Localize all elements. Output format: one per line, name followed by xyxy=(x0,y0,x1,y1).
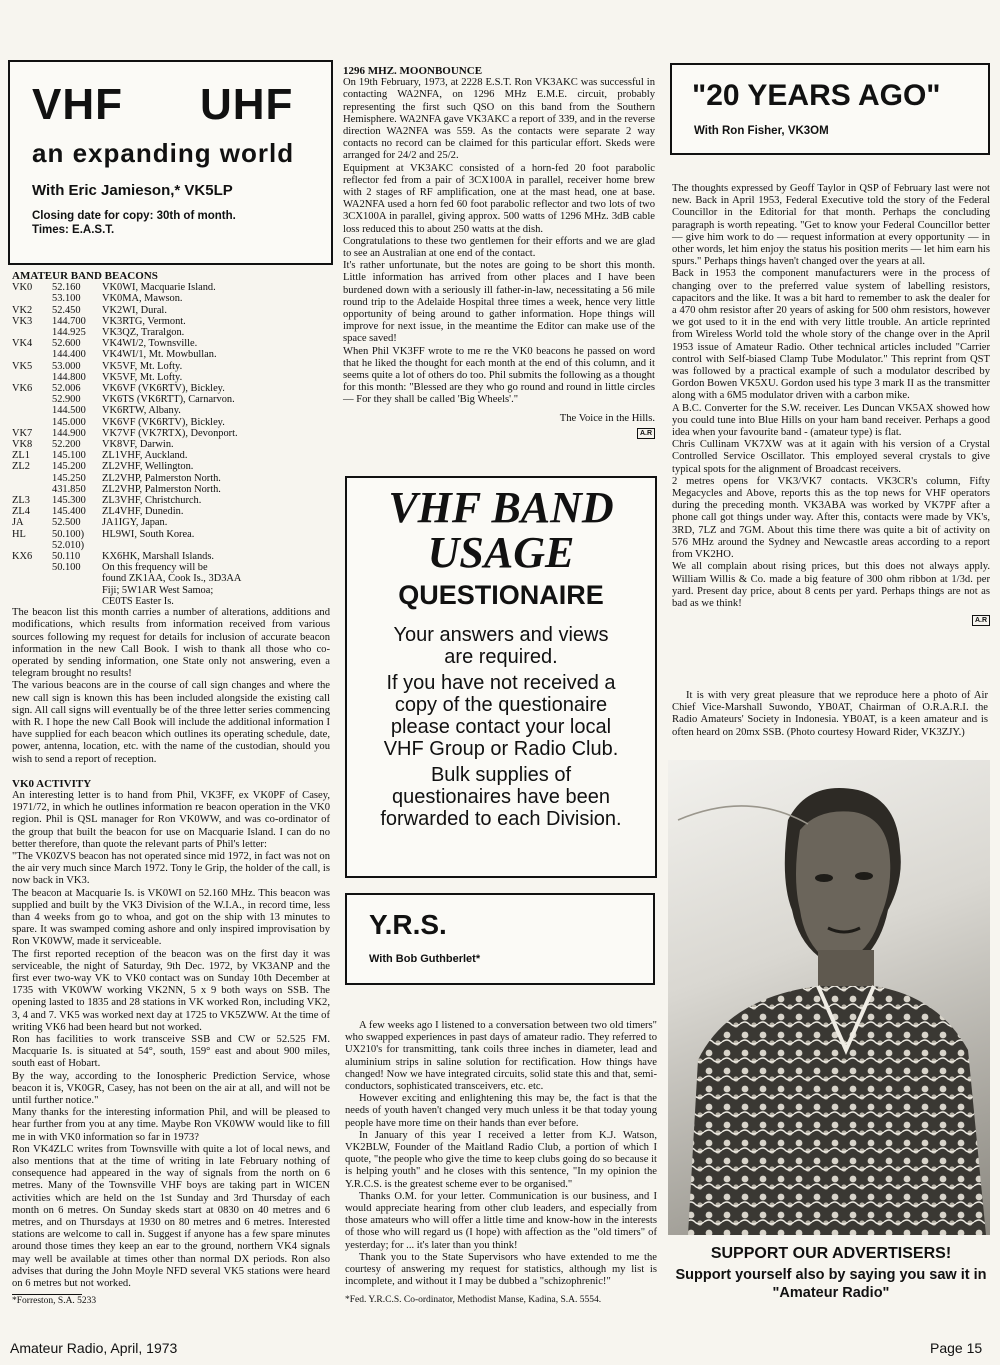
moonbounce-paragraph: It's rather unfortunate, but the notes are going to be short this month. Little information has arrived from other places and I have been burdened down with a seriously ill father-in-law, necessitating a 56 mile round trip to the Adelaide Hospital three times a week, hence very little opportunity of being around to gather information. Hope things will improve for next issue, in the meantime the Editor can make use of the space saved! xyxy=(343,260,655,345)
beacons-para-1: The beacon list this month carries a number of alterations, additions and modifications, which results from information received from various sources following my request for details for inclusion of accurate beacon information in the new Call Book. I wish to thank all those who co-operated by sending information, one State only not answering, even a telegram brought no results! xyxy=(12,607,330,680)
beacon-frequency: 50.100) xyxy=(52,528,85,540)
uhf-title: UHF xyxy=(200,80,294,129)
beacon-frequency xyxy=(52,573,102,584)
moonbounce-paragraph: Congratulations to these two gentlemen for their efforts and we are glad to see an Australian at one end of the contact. xyxy=(343,235,655,260)
beacon-district: HL xyxy=(12,528,26,540)
beacon-frequency: 144.900 xyxy=(52,427,86,439)
beacon-row xyxy=(12,473,241,484)
beacon-row xyxy=(12,540,241,551)
beacon-row xyxy=(12,372,241,383)
twenty-years-title: "20 YEARS AGO" xyxy=(692,79,941,112)
vk0-paragraph: Ron VK4ZLC writes from Townsville with quite a lot of local news, and also mentions that at the time of writing in late February nothing of consequence had appeared in the way of signals from the north on 6 metres. Many of the Townsville VHF boys are taking part in WICEN activities which are held on the 1st Sunday and 3rd Thursday of each month on 6 metres. On Sunday skeds start at 0830 on 40 metres and 6 metres, and on Thursdays at 1930 on 80 metres and 6 metres. Interested stations are welcome to call in. Suggest if anyone has a few spare minutes around those times they keep an ear to the ground, northern VK4 signals may well be available at times other than normal DX periods. Ron also advises that during the John Moyle NFD several VK5 stations were heard on 6 metres but not worked. xyxy=(12,1143,330,1290)
beacon-station: VK8VF, Darwin. xyxy=(102,439,174,451)
beacon-district xyxy=(12,585,52,596)
beacon-frequency: 145.300 xyxy=(52,495,86,507)
footer-publication: Amateur Radio, April, 1973 xyxy=(10,1340,178,1356)
beacon-district xyxy=(12,293,52,304)
beacon-district: VK3 xyxy=(12,315,33,327)
beacon-district xyxy=(12,473,52,484)
beacon-frequency: 53.000 xyxy=(52,360,81,372)
beacon-station: VK0WI, Macquarie Island. xyxy=(102,282,216,294)
photo-caption: It is with very great pleasure that we reproduce here a photo of Air Chief Vice-Marshall Suwondo, YB0AT, Chairman of O.R.A.R.I. the Radio Amateurs' Society in Indonesia. YB0AT, is a keen amateur and is often heard on 20mx SSB. (Photo courtesy Howard Rider, VK3ZJY.) xyxy=(672,690,988,738)
beacon-district xyxy=(12,349,52,360)
beacon-station: ZL1VHF, Auckland. xyxy=(102,450,188,462)
beacon-frequency xyxy=(52,596,102,607)
beacon-row xyxy=(12,316,241,327)
beacon-station: VK5VF, Mt. Lofty. xyxy=(102,360,183,372)
twenty-years-section xyxy=(672,183,990,626)
beacon-district: VK8 xyxy=(12,439,33,451)
beacon-row xyxy=(12,495,241,506)
beacon-district xyxy=(12,394,52,405)
beacon-station xyxy=(102,540,241,551)
beacon-row xyxy=(12,282,241,293)
beacon-frequency: 50.100 xyxy=(52,562,81,574)
beacon-row xyxy=(12,450,241,461)
beacon-row xyxy=(12,383,241,394)
beacon-row xyxy=(12,428,241,439)
yrs-title: Y.R.S. xyxy=(369,909,447,940)
beacon-station: VK4WI/2, Townsville. xyxy=(102,338,198,350)
usage-body-1: Your answers and views are required. xyxy=(393,624,609,668)
beacon-district xyxy=(12,405,52,416)
usage-line-2: USAGE xyxy=(427,528,575,577)
beacon-row xyxy=(12,349,241,360)
portrait-photo xyxy=(668,760,990,1235)
beacon-row xyxy=(12,596,241,607)
vhf-band-usage-box xyxy=(345,476,657,878)
beacon-station: found ZK1AA, Cook Is., 3D3AA xyxy=(102,573,242,585)
beacon-row xyxy=(12,439,241,450)
yrs-paragraph: Thank you to the State Supervisors who have extended to me the courtesy of answering my request for statistics, although my list is incomplete, and without it I may be dubbed a "schizophrenic!" xyxy=(345,1251,657,1288)
yrs-paragraph: Thanks O.M. for your letter. Communication is our business, and I would appreciate hearing from other club leaders, and especially from those amateurs who will offer a little time and know-how in the interests of those who will regard us (I hope) with affection as the "old timers" of yesterday; for ... it's later than you think! xyxy=(345,1190,657,1251)
beacons-para-2: The various beacons are in the course of call sign changes and where the new call sign is known this has been included alongside the existing call sign. All call signs will eventually be of the three letter series commencing with R. I hope the new Call Book will include the additional information I have supplied for each beacon which outlines its operating schedule, date, power, antenna, location, etc. with the name of the custodian, should you wish to send a report of reception. xyxy=(12,680,330,765)
beacon-frequency: 144.800 xyxy=(52,371,86,383)
beacon-row xyxy=(12,327,241,338)
beacon-station: ZL3VHF, Christchurch. xyxy=(102,495,202,507)
advertisers-heading: SUPPORT OUR ADVERTISERS! xyxy=(710,1245,952,1262)
beacon-station: VK3RTG, Vermont. xyxy=(102,315,186,327)
vk0-heading: VK0 ACTIVITY xyxy=(12,777,92,790)
beacon-district: VK7 xyxy=(12,427,33,439)
left-column xyxy=(12,270,330,1307)
beacon-district: JA xyxy=(12,517,24,529)
beacon-frequency: 52.600 xyxy=(52,338,81,350)
yrs-footnote: *Fed. Y.R.C.S. Co-ordinator, Methodist Manse, Kadina, S.A. 5554. xyxy=(345,1295,602,1306)
beacon-district: ZL3 xyxy=(12,495,30,507)
beacon-frequency: 52.450 xyxy=(52,304,81,316)
beacon-station: VK6VF (VK6RTV), Bickley. xyxy=(102,416,225,428)
beacon-district: VK5 xyxy=(12,360,33,372)
beacon-district xyxy=(12,562,52,573)
usage-body-3: Bulk supplies of questionaires have been forwarded to each Division. xyxy=(380,764,622,830)
vk0-paragraph: "The VK0ZVS beacon has not operated since mid 1972, in fact was not on the air very much since March 1972. Tony le Grip, the holder of the call, is now back in VK3. xyxy=(12,850,330,887)
beacon-frequency: 144.700 xyxy=(52,315,86,327)
vk0-footnote: *Forreston, S.A. 5233 xyxy=(12,1296,97,1307)
moonbounce-paragraph: When Phil VK3FF wrote to me re the VK0 beacons he passed on word that he liked the thought for each month at the end of this column, and it seems quite a lot of others do too. Phil submits the following as a thought for this month: "Blessed are they who go round and round in little circles — For they shall be called 'Big Wheels'." xyxy=(343,345,655,406)
beacon-row xyxy=(12,506,241,517)
vk0-paragraph: An interesting letter is to hand from Phil, VK3FF, ex VK0PF of Casey, 1971/72, in which he outlines information re beacon operation in the VK0 region. Phil is QSL manager for Ron VK0WW, and was co-ordinator of the group that built the beacon for use on Macquarie Island. I can do no better therefore, than quote the relevant parts of Phil's letter: xyxy=(12,789,330,850)
beacon-row xyxy=(12,585,241,596)
twenty-years-paragraph: Back in 1953 the component manufacturers were in the process of changing over to the preferred value system of labelling resistors, capacitors and the like. It was a bit hard to remember to ask the dealer for a 470 ohm resistor after 20 years of asking for 500 ohm resistors, however we got used to it in the end with very little trouble. An article reprinted from Wireless World told the whole story of the change over in the April 1953 issue of Amateur Radio. Other technical articles included "Carrier control with Self-biased Clamp Tube Modulator." This reprint from QST was followed by a practical example of such a modulator described by Gordon Bowen VK5XU. Gordon used his type 3 mark II as the transmitter along with a 6M5 modulator driven with a carbon mike. xyxy=(672,268,990,402)
twenty-years-paragraph: 2 metres opens for VK3/VK7 contacts. VK3CR's column, Fifty Megacycles and Above, reports this as the top news for VHF operators during the preceding month. VK3ABA was worked by VK7PF after a phone call got things under way. After this, contacts were made by VK's, 3RD, 7LZ and 7GM. About this time there was quite a bit of activity on 576 MHz around the Sydney and Newcastle areas according to a report from VK2HO. xyxy=(672,475,990,561)
yrs-paragraph: However exciting and enlightening this may be, the fact is that the needs of youth haven't changed very much unless it be that today young people have more time on their hands than ever before. xyxy=(345,1093,657,1129)
beacon-station: On this frequency will be xyxy=(102,562,208,574)
ar-logo-icon: A.R xyxy=(637,428,655,439)
beacon-table xyxy=(12,282,241,607)
beacon-district: VK6 xyxy=(12,383,33,395)
usage-line-1: VHF BAND xyxy=(388,483,614,532)
footer-page-number: Page 15 xyxy=(930,1340,983,1356)
beacon-station: ZL4VHF, Dunedin. xyxy=(102,506,184,518)
vk0-paragraph: The beacon at Macquarie Is. is VK0WI on 52.160 MHz. This beacon was supplied and built by the VK3 Division of the W.I.A., in record time, less than 4 weeks from go to whoa, and got on the ship with 13 minutes to spare. It was swamped coming ashore and only inspired improvisation by Ron VK0WW, made it serviceable. xyxy=(12,887,330,948)
beacon-district xyxy=(12,372,52,383)
beacon-row xyxy=(12,573,241,584)
twenty-years-paragraph: We all complain about rising prices, but this does not always apply. William Willis & Co. made a big feature of 300 ohm ribbon at 1/3d. per yard. Present day price, about 8 cents per yard. Perhaps things are not as bad as we think! xyxy=(672,561,990,609)
beacon-frequency xyxy=(52,585,102,596)
beacon-row xyxy=(12,305,241,316)
beacon-district xyxy=(12,417,52,428)
vhf-byline: With Eric Jamieson,* VK5LP xyxy=(32,182,233,199)
beacon-district xyxy=(12,573,52,584)
beacon-station: VK6RTW, Albany. xyxy=(102,405,181,417)
beacon-frequency: 145.400 xyxy=(52,506,86,518)
moonbounce-paragraph: Equipment at VK3AKC consisted of a horn-fed 20 foot parabolic reflector fed from a pair of 3CX100A in parallel, receiver home brew with 2 stages of RF amplification, one at the mast head, one at base. WA2NFA used a horn fed 60 foot parabolic reflector and two lots of two 3CX100A in parallel, giving approx. 500 watts of 1296 MHz. 3dB cable loss reduced this to about 250 watts at the dish. xyxy=(343,162,655,235)
moonbounce-section xyxy=(343,65,655,439)
twenty-years-byline: With Ron Fisher, VK3OM xyxy=(694,125,829,137)
beacon-frequency: 145.200 xyxy=(52,461,86,473)
beacon-station: KX6HK, Marshall Islands. xyxy=(102,551,214,563)
vhf-title: VHF xyxy=(32,80,123,129)
beacon-frequency: 431.850 xyxy=(52,483,86,495)
vk0-paragraph: Ron has facilities to work transceive SSB and CW or 52.525 FM. Macquarie Is. is situated at 54°, south, 159° east and about 900 miles, south east of Hobart. xyxy=(12,1034,330,1070)
beacon-row xyxy=(12,529,241,540)
twenty-years-paragraph: A B.C. Converter for the S.W. receiver. Les Duncan VK5AX showed how you could tune into Blue Hills on your ham band receiver. Perhaps a good idea when your favourite band - (amateur type) is flat. xyxy=(672,402,990,439)
beacon-station: VK0MA, Mawson. xyxy=(102,293,183,305)
yrs-paragraph: A few weeks ago I listened to a conversation between two old timers" who swapped experiences in past days of amateur radio. They referred to UX210's for transmitting, tank coils three inches in diameter, lead and aluminium strips in saline solution for rectification. How things have changed! Now we have integrated circuits, solid state this and that, semi-conductors, sophisticated transceivers, etc. etc. xyxy=(345,1020,657,1093)
beacon-station: VK6TS (VK6RTT), Carnarvon. xyxy=(102,394,235,406)
beacon-district xyxy=(12,484,52,495)
beacon-frequency: 52.200 xyxy=(52,439,81,451)
beacon-district: KX6 xyxy=(12,551,33,563)
twenty-years-paragraph: Chris Cullinam VK7XW was at it again with his version of a Crystal Controlled Service Oscillator. This employed several crystals to give typical spots for the alignment of Broadcast receivers. xyxy=(672,439,990,475)
vk0-paragraph: By the way, according to the Ionospheric Prediction Service, whose beacon it is, VK0GR, Casey, has not been on the air at all, and will not be until further notice." xyxy=(12,1070,330,1107)
beacon-row xyxy=(12,461,241,472)
beacon-station: VK2WI, Dural. xyxy=(102,304,167,316)
twenty-years-header-box xyxy=(670,63,990,155)
beacon-station: CE0TS Easter Is. xyxy=(102,595,174,607)
advertisers-line: Support yourself also by saying you saw it in "Amateur Radio" xyxy=(675,1267,987,1301)
vhf-closing-date: Closing date for copy: 30th of month. xyxy=(32,210,236,222)
beacon-frequency: 144.925 xyxy=(52,327,86,339)
moonbounce-signoff: The Voice in the Hills. xyxy=(559,412,655,424)
beacon-frequency: 144.500 xyxy=(52,405,86,417)
beacon-station: ZL2VHF, Wellington. xyxy=(102,461,194,473)
yrs-byline: With Bob Guthberlet* xyxy=(369,953,481,965)
yrs-section xyxy=(345,1020,657,1307)
beacon-frequency: 145.250 xyxy=(52,472,86,484)
ar-logo-icon: A.R xyxy=(972,615,990,626)
moonbounce-paragraph: On 19th February, 1973, at 2228 E.S.T. Ron VK3AKC was successful in contacting WA2NFA, on 1296 MHz E.M.E. circuit, probably representing the first such QSO on this band from the Southern Hemisphere. WA2NFA gave VK3AKC a report of 339, and in the reverse direction WA2NFA was 559. As the contacts were separate 2 way contacts no record can be claimed for this particular effort. Skeds were arranged for 24/2 and 25/2. xyxy=(343,77,655,162)
beacon-district: VK4 xyxy=(12,338,33,350)
beacon-row xyxy=(12,394,241,405)
beacon-station: VK4WI/1, Mt. Mowbullan. xyxy=(102,349,217,361)
beacon-station: Fiji; 5W1AR West Samoa; xyxy=(102,584,214,596)
vhf-uhf-header-box xyxy=(8,60,333,265)
beacon-district xyxy=(12,596,52,607)
beacon-district xyxy=(12,327,52,338)
vk0-paragraph: Many thanks for the interesting information Phil, and will be pleased to hear further from you at any time. Maybe Ron VK0WW would like to fill me in with VK0 information so far in 1973? xyxy=(12,1107,330,1143)
portrait-figure-icon xyxy=(668,760,990,1235)
beacon-frequency: 53.100 xyxy=(52,293,81,305)
beacon-frequency: 144.400 xyxy=(52,349,86,361)
beacon-district: VK2 xyxy=(12,304,33,316)
vk0-paragraph: The first reported reception of the beacon was on the first day it was serviceable, the night of Saturday, 9th Dec. 1972, by VK3ANP and the first ever two-way VK to VK0 contact was on Sunday 10th December at 1735 with VK0WW working VK2NN, 5 x 9 both ways on SSB. The opening lasted to 1835 and 28 stations in VK worked Ron, including VK2, 3, 4 and 7. VK5 was worked next day at 1725 to VK5ZWW. At the time of writing VK6 had been heard but not worked. xyxy=(12,948,330,1033)
beacon-station: VK5VF, Mt. Lofty. xyxy=(102,371,183,383)
usage-body-2: If you have not received a copy of the questionaire please contact your local VHF Group or Radio Club. xyxy=(383,672,619,760)
beacon-frequency: 145.000 xyxy=(52,416,86,428)
beacon-station: ZL2VHP, Palmerston North. xyxy=(102,472,221,484)
beacon-district: VK0 xyxy=(12,282,33,294)
beacon-row xyxy=(12,405,241,416)
beacon-row xyxy=(12,293,241,304)
twenty-years-paragraph: The thoughts expressed by Geoff Taylor in QSP of February last were not new. Back in April 1953, Federal Executive told the story of the Federal Councillor in the Editorial for that month. Perhaps the concluding paragraph is worth repeating. "Get to know your Federal Councillor better — give him work to do — request information at every opportunity — in other words, let him enjoy the status his position merits — let him earn his spurs." Perhaps things haven't changed over the years at all. xyxy=(672,183,990,268)
beacon-frequency: 52.900 xyxy=(52,394,81,406)
beacon-frequency: 52.160 xyxy=(52,282,81,294)
beacons-heading: AMATEUR BAND BEACONS xyxy=(12,270,158,282)
beacon-district xyxy=(12,540,52,551)
beacon-row xyxy=(12,338,241,349)
beacon-district: ZL4 xyxy=(12,506,30,518)
beacon-station: HL9WI, South Korea. xyxy=(102,528,195,540)
beacon-station: VK3QZ, Traralgon. xyxy=(102,327,185,339)
beacon-station: ZL2VHP, Palmerston North. xyxy=(102,483,221,495)
beacon-row xyxy=(12,417,241,428)
usage-line-3: QUESTIONAIRE xyxy=(398,580,604,610)
beacon-frequency: 52.006 xyxy=(52,383,81,395)
beacon-station: VK6VF (VK6RTV), Bickley. xyxy=(102,383,225,395)
beacon-district: ZL2 xyxy=(12,461,30,473)
moonbounce-heading: 1296 MHZ. MOONBOUNCE xyxy=(343,65,483,77)
beacon-row xyxy=(12,551,241,562)
beacon-frequency: 145.100 xyxy=(52,450,86,462)
vhf-subtitle: an expanding world xyxy=(32,138,295,168)
beacon-station: JA1IGY, Japan. xyxy=(102,517,168,529)
vk0-body xyxy=(12,790,330,1290)
beacon-frequency: 52.010) xyxy=(52,539,85,551)
beacon-row xyxy=(12,562,241,573)
vhf-times: Times: E.A.S.T. xyxy=(32,224,115,236)
beacon-row xyxy=(12,361,241,372)
beacon-row xyxy=(12,517,241,528)
yrs-paragraph: In January of this year I received a letter from K.J. Watson, VK2BLW, Founder of the Maitland Radio Club, a portion of which I quote, "the people who give the time to keep clubs going do so because it is helping youth" and he closes with this sentence, "In my opinion the Y.R.C.S. is the greatest scheme ever to be organised." xyxy=(345,1129,657,1190)
beacon-frequency: 52.500 xyxy=(52,517,81,529)
beacon-frequency: 50.110 xyxy=(52,551,81,563)
beacon-station: VK7VF (VK7RTX), Devonport. xyxy=(102,427,238,439)
beacon-row xyxy=(12,484,241,495)
yrs-header-box xyxy=(345,893,655,985)
beacon-district: ZL1 xyxy=(12,450,30,462)
